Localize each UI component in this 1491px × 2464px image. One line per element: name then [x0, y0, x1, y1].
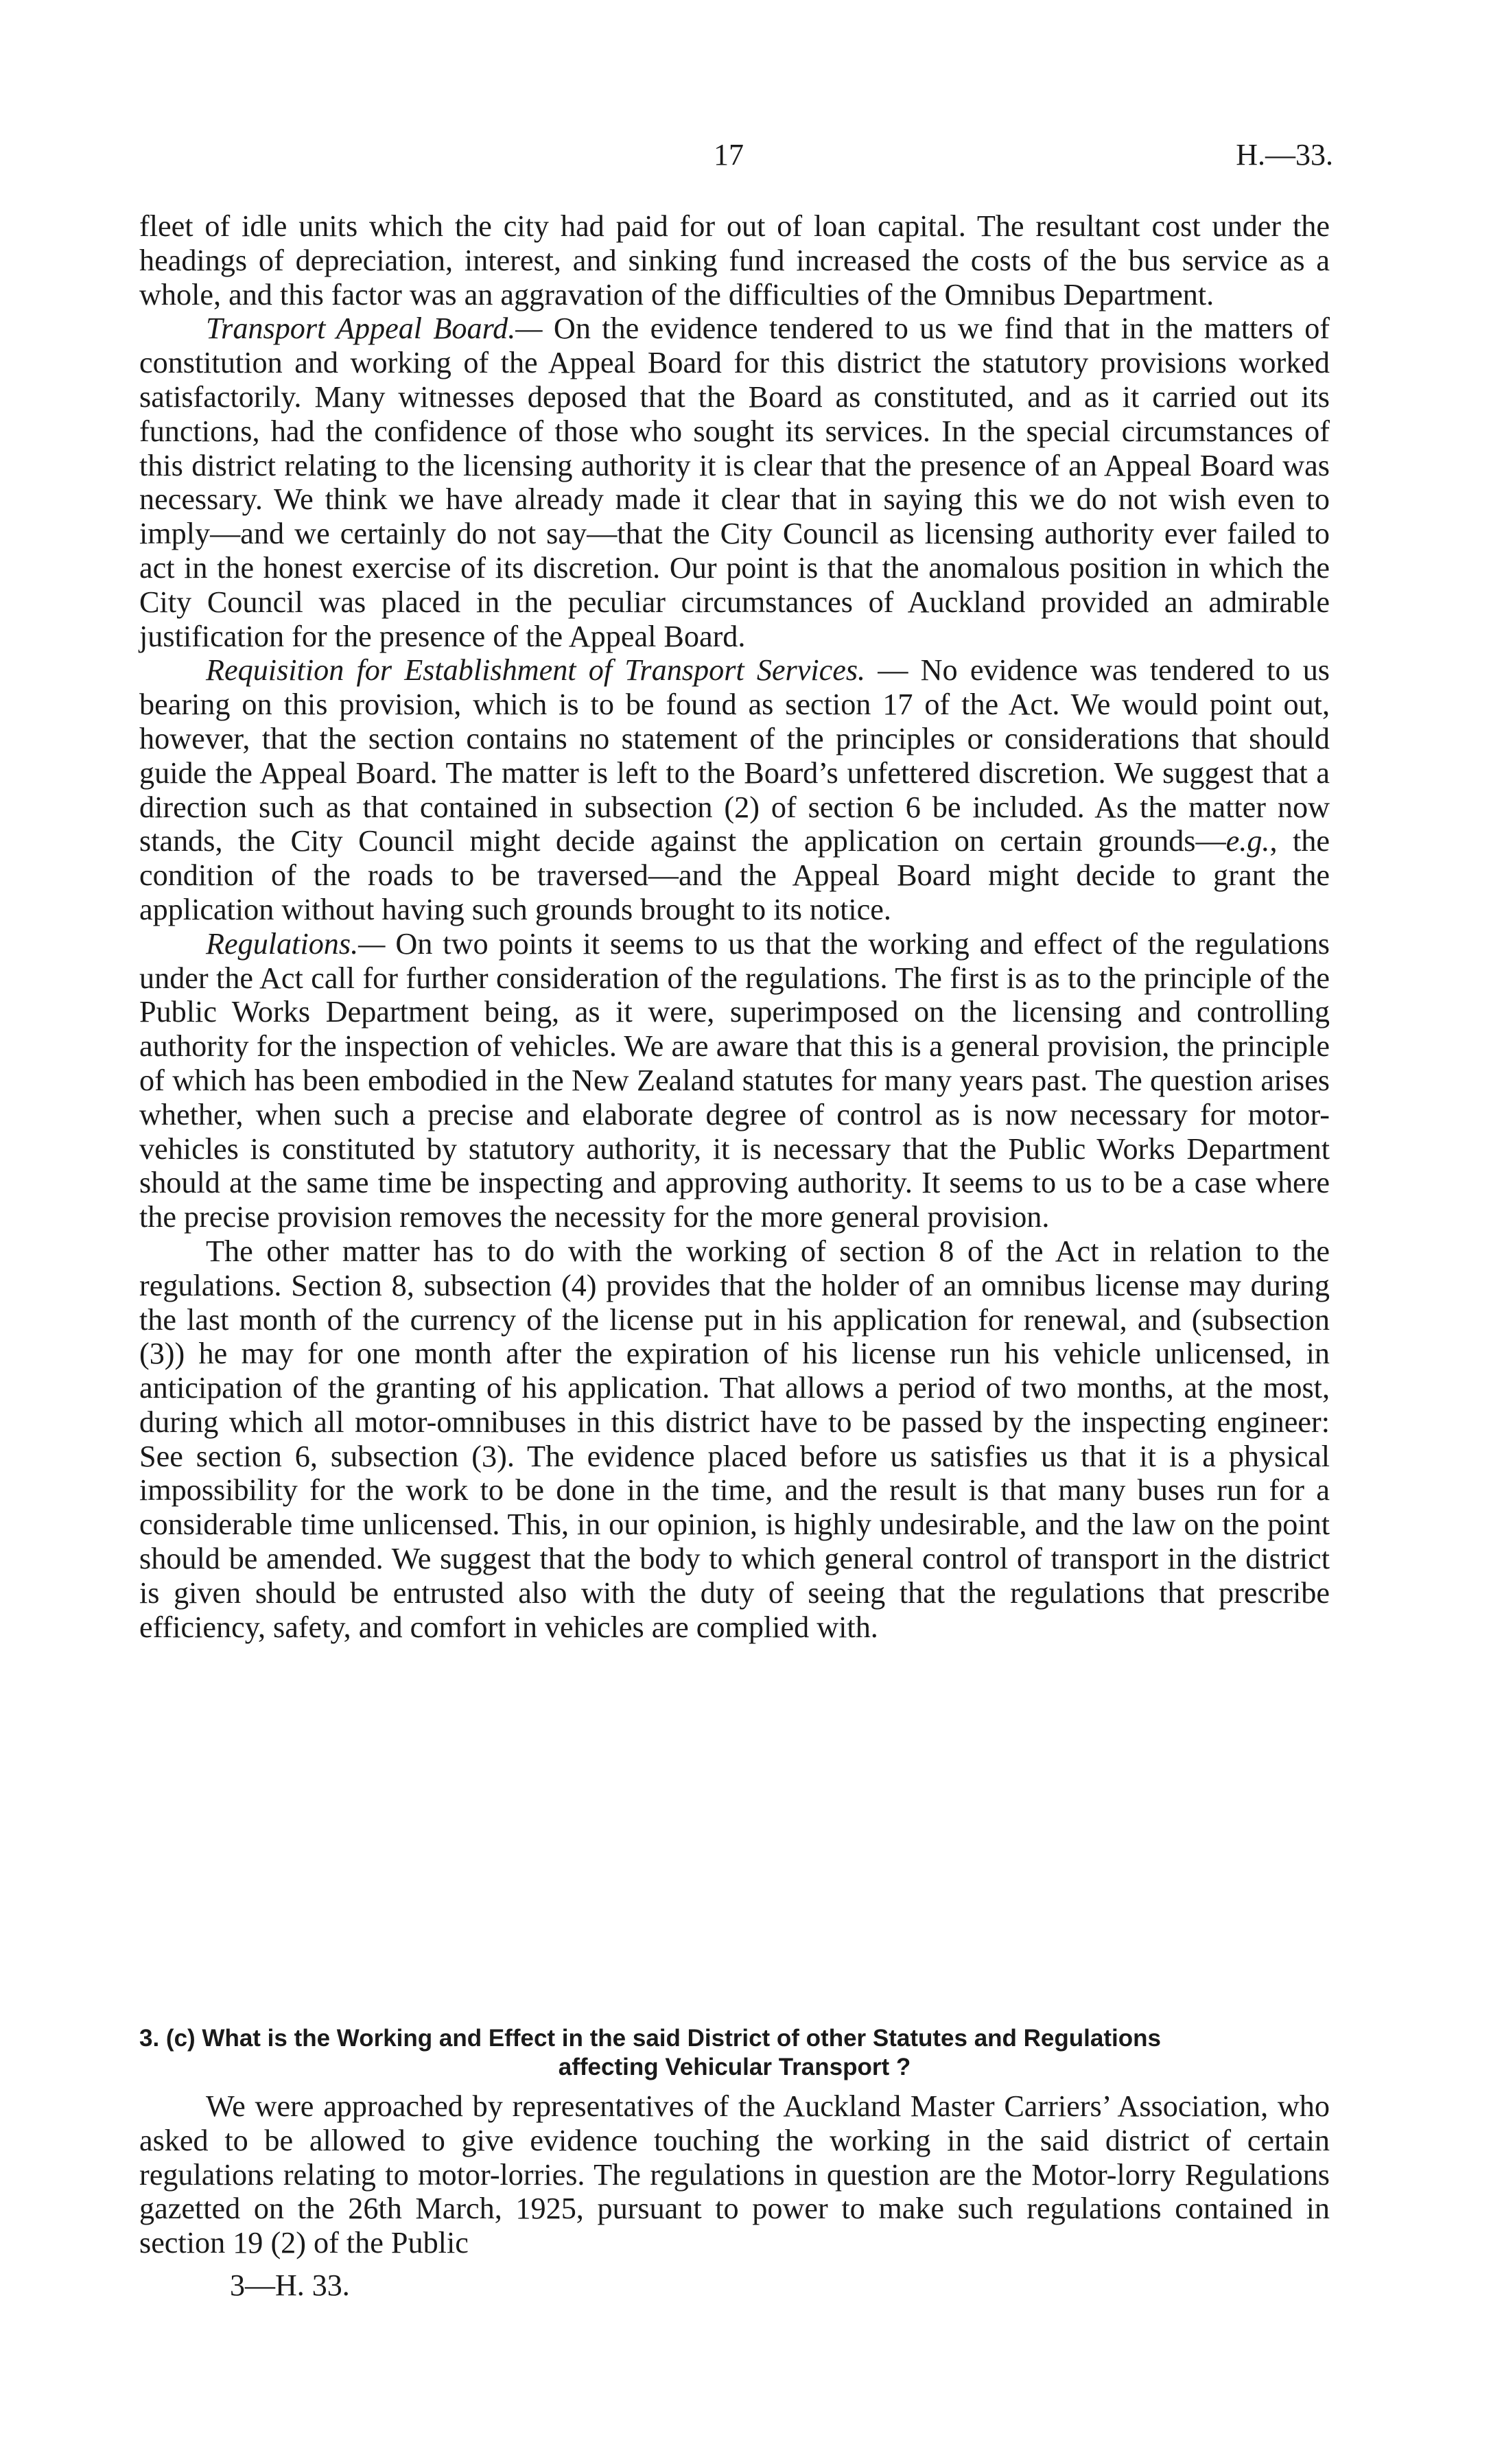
paragraph-regulations	[139, 927, 1330, 1234]
paragraph-requisition	[139, 653, 1330, 926]
section-heading-line-1: 3. (c) What is the Working and Effect in the said District of other Statutes and Regulations	[139, 2025, 1161, 2052]
paragraph-text: The other matter has to do with the working of section 8 of the Act in relation to the regulations. Section 8, subsection (4) provides that the holder of an omnibus license may during the last month of the currency of the license put in his application for renewal, and (subsection (3)) he may for one month after the expiration of his license run his vehicle unlicensed, in anticipation of the granting of his application. That allows a period of two months, at the most, during which all motor-omnibuses in this district have to be passed by the inspecting engineer: See section 6, subsection (3). The evidence placed before us satisfies us that it is a physical impossibility for the work to be done in the time, and the result is that many buses run for a considerable time unlicensed. This, in our opinion, is highly undesirable, and the law on the point should be amended. We suggest that the body to which general control of transport in the district is given should be entrusted also with the duty of seeing that the regulations that prescribe efficiency, safety, and comfort in vehicles are complied with.	[139, 1234, 1330, 1644]
paragraph-text: On the evidence tendered to us we find that in the matters of constitution and working of the Appeal Board for this district the statutory provisions worked satisfactorily. Many witnesses deposed that the Board as constituted, and as it carried out its functions, had the confidence of those who sought its services. In the special circumstances of this district relating to the licensing authority it is clear that the presence of an Appeal Board was necessary. We think we have already made it clear that in saying this we do not wish even to imply—and we certainly do not say—that the City Council as licensing authority ever failed to act in the honest exercise of its discretion. Our point is that the anomalous position in which the City Council was placed in the peculiar circumstances of Auckland provided an admirable justification for the presence of the Appeal Board.	[139, 312, 1330, 653]
paragraph-master-carriers: We were approached by representatives of the Auckland Master Carriers’ Association, who asked to be allowed to give evidence touching the working in the said district of certain regulations relating to motor-lorries. The regulations in question are the Motor-lorry Regulations gazetted on the 26th March, 1925, pursuant to power to make such regulations contained in section 19 (2) of the Public	[139, 2089, 1330, 2260]
section-heading	[139, 2024, 1330, 2082]
paragraph-lead-heading: Requisition for Establishment of Transport Services.	[206, 653, 866, 688]
paragraph-section-8	[139, 1234, 1330, 1645]
body-text-continued	[139, 2089, 1330, 2260]
page-number: 17	[714, 138, 744, 172]
paragraph-text: On two points it seems to us that the working and effect of the regulations under the Act call for further consideration of the regulations. The first is as to the principle of the Public Works Department being, as it were, superimposed on the licensing and controlling authority for the inspection of vehicles. We are aware that this is a general provision, the principle of which has been embodied in the New Zealand statutes for many years past. The question arises whether, when such a precise and elaborate degree of control as is now necessary for motor-vehicles is constituted by statutory authority, it is necessary that the Public Works Department should at the same time be inspecting and approving authority. It seems to us to be a case where the precise provision removes the necessity for the more general provision.	[139, 926, 1330, 1234]
document-reference: H.—33.	[1236, 138, 1333, 172]
paragraph-transport-appeal-board	[139, 312, 1330, 653]
paragraph-omnibus-costs	[139, 209, 1330, 312]
paragraph-text: — No evidence was tendered to us bearing on this provision, which is to be found as section 17 of the Act. We would point out, however, that the section contains no statement of the principles or considerations that should guide the Appeal Board. The matter is left to the Board’s unfettered discretion. We suggest that a direction such as that contained in subsection (2) of section 6 be included. As the matter now stands, the City Council might decide against the application on certain grounds—	[139, 653, 1330, 858]
sheet-reference: 3—H. 33.	[230, 2268, 350, 2302]
paragraph-text-continued: , the condition of the roads to be traversed—and the Appeal Board might decide to grant the application without having such grounds brought to its notice.	[139, 824, 1330, 926]
body-text	[139, 209, 1330, 1644]
paragraph-text: fleet of idle units which the city had paid for out of loan capital. The resultant cost under the headings of depreciation, interest, and sinking fund increased the costs of the bus service as a whole, and this factor was an aggravation of the difficulties of the Omnibus Department.	[139, 209, 1330, 312]
section-heading-line-2: affecting Vehicular Transport ?	[558, 2054, 911, 2080]
paragraph-lead-heading: Regulations.—	[206, 926, 386, 961]
paragraph-inline-italic: e.g.	[1225, 824, 1270, 858]
paragraph-lead-heading: Transport Appeal Board.—	[206, 312, 543, 346]
